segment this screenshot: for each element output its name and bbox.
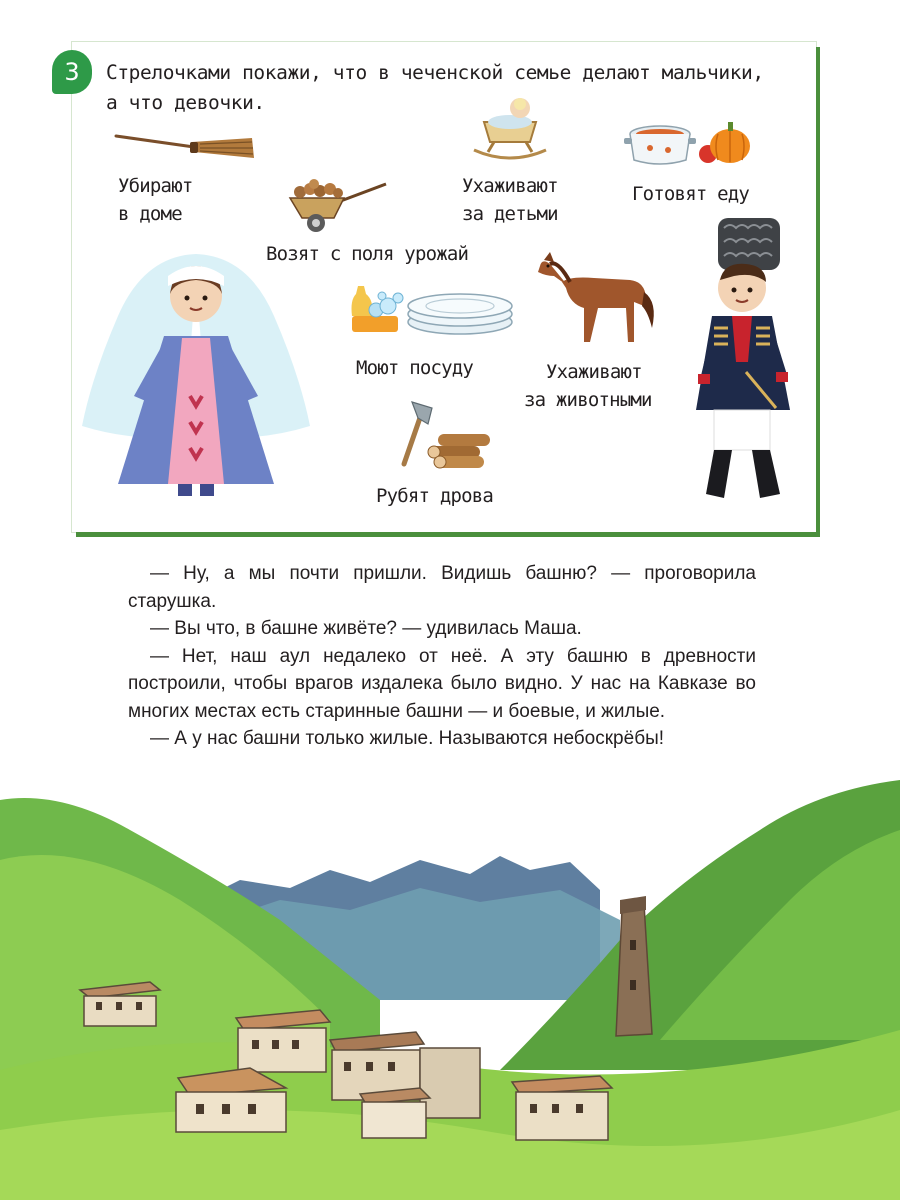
plates-icon [404,286,516,338]
label-clean: Убирают в доме [118,175,193,225]
label-animals: Ухаживают за животными [524,361,652,411]
story-paragraph-4: — А у нас башни только жилые. Называются небоскрёбы! [150,728,665,749]
label-dishes: Моют посуду [356,357,474,379]
wheelbarrow-icon [286,176,396,236]
story-text [128,560,756,753]
firewood-icon [424,430,494,470]
girl-illustration [78,246,314,508]
label-cook: Готовят еду [632,183,750,205]
instruction-line-2: а что девочки. [106,91,265,114]
story-paragraph-1: — Ну, а мы почти пришли. Видишь башню? — проговорила старушка. [128,563,756,612]
label-children: Ухаживают за детьми [462,175,558,225]
label-harvest: Возят с поля урожай [266,243,469,265]
exercise-instruction [106,58,796,118]
boy-illustration [684,212,802,506]
story-paragraph-2: — Вы что, в башне живёте? — удивилась Маша. [150,618,582,639]
horse-icon [534,242,658,350]
instruction-line-1: Стрелочками покажи, что в чеченской семье делают мальчики, [106,61,764,84]
dish-soap-icon [348,280,408,338]
label-wood: Рубят дрова [376,485,494,507]
exercise-number-badge [52,50,92,94]
story-paragraph-3: — Нет, наш аул недалеко от неё. А эту башню в древности построили, чтобы врагов издалека было видно. У нас на Кавказе во многих местах есть старинные башни — и боевые, и жилые. [128,645,756,722]
exercise-number: 3 [64,58,80,86]
broom-icon [112,128,257,168]
pot-icon [624,122,696,168]
pumpkin-icon [696,116,752,166]
mountain-village-illustration [0,770,900,1200]
